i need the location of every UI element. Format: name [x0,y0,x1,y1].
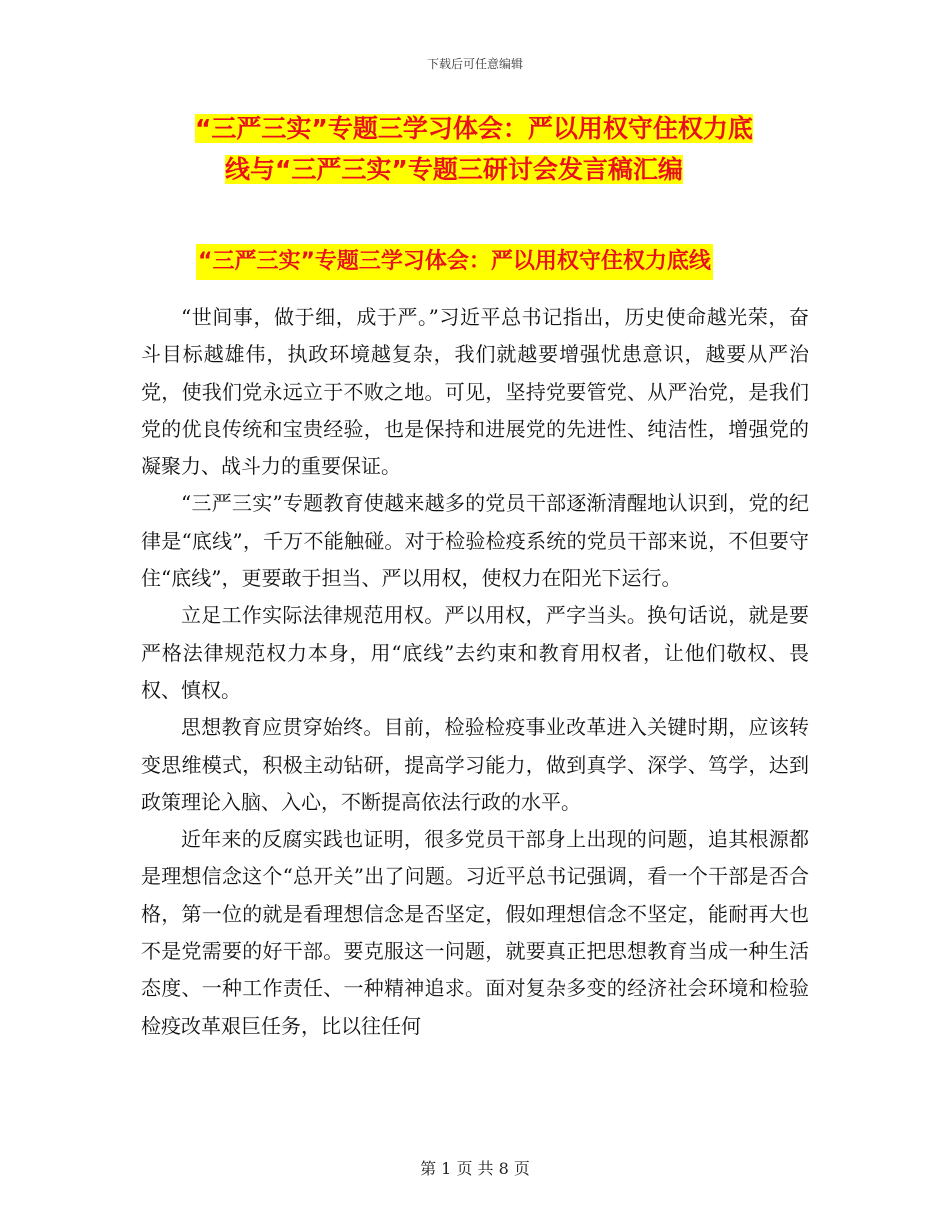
paragraph: 立足工作实际法律规范用权。严以用权，严字当头。换句话说，就是要严格法律规范权力本身，用“底线”去约束和教育用权者，让他们敬权、畏权、慎权。 [141,603,809,702]
paragraph: “世间事，做于细，成于严。”习近平总书记指出，历史使命越光荣，奋斗目标越雄伟，执政环境越复杂，我们就越要增强忧患意识，越要从严治党，使我们党永远立于不败之地。可见，坚持党要管党、从严治党，是我们党的优良传统和宝贵经验，也是保持和进展党的先进性、纯洁性，增强党的凝聚力、战斗力的重要保证。 [141,305,809,479]
paragraph: 近年来的反腐实践也证明，很多党员干部身上出现的问题，追其根源都是理想信念这个“总开关”出了问题。习近平总书记强调，看一个干部是否合格，第一位的就是看理想信念是否坚定，假如理想信念不坚定，能耐再大也不是党需要的好干部。要克服这一问题，就要真正把思想教育当成一种生活态度、一种工作责任、一种精神追求。面对复杂多变的经济社会环境和检验检疫改革艰巨任务，比以往任何 [141,827,809,1038]
body-text [141,299,809,1045]
section-title: “三严三实”专题三学习体会：严以用权守住权力底线 [196,244,713,280]
document-title-line-2: 线与“三严三实”专题三研讨会发言稿汇编 [225,155,683,184]
document-title-line-1: “三严三实”专题三学习体会：严以用权守住权力底 [195,114,753,143]
document-title [195,108,810,190]
paragraph: 思想教育应贯穿始终。目前，检验检疫事业改革进入关键时期，应该转变思维模式，积极主动钻研，提高学习能力，做到真学、深学、笃学，达到政策理论入脑、入心，不断提高依法行政的水平。 [141,715,809,814]
page-footer: 第 1 页 共 8 页 [420,1159,530,1178]
page-header-note: 下载后可任意编辑 [426,57,523,71]
paragraph: “三严三实”专题教育使越来越多的党员干部逐渐清醒地认识到，党的纪律是“底线”，千万不能触碰。对于检验检疫系统的党员干部来说，不但要守住“底线”，更要敢于担当、严以用权，使权力在阳光下运行。 [141,491,809,591]
